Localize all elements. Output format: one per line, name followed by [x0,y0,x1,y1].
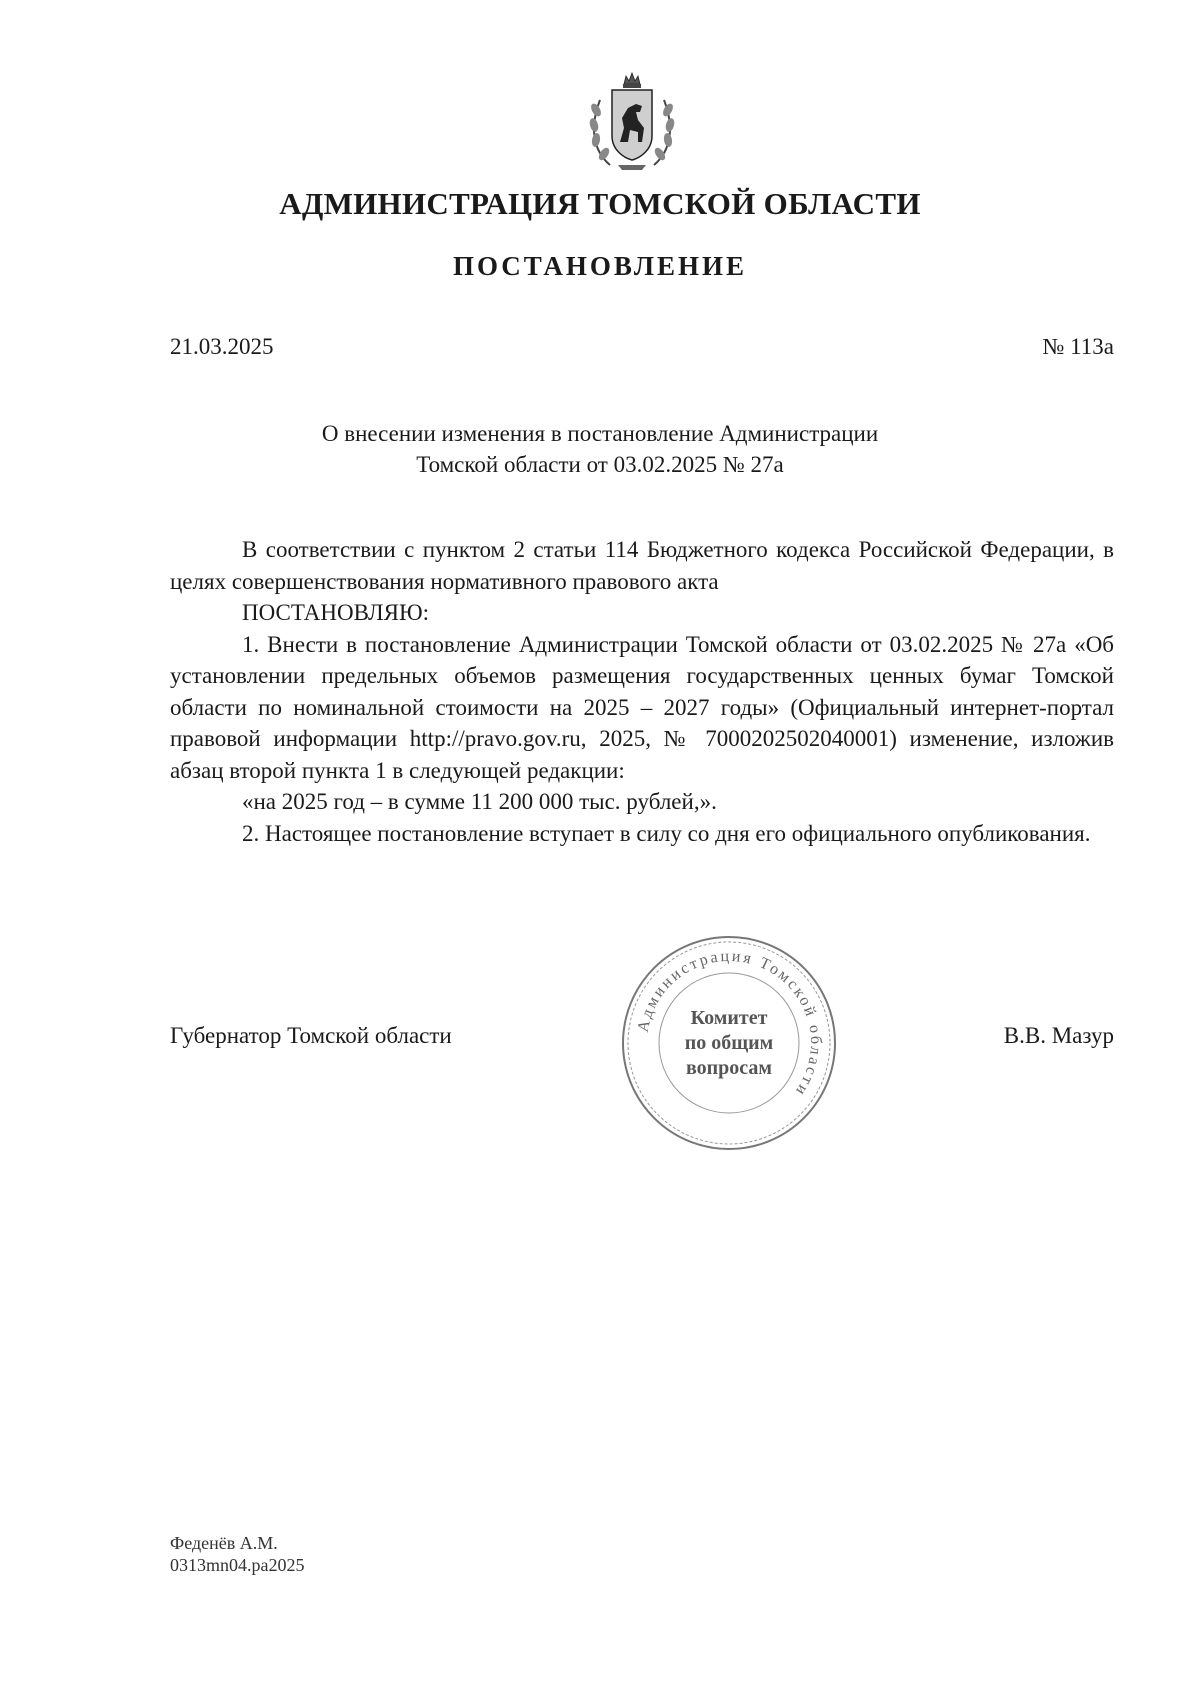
stamp-ring-text: Администрация Томской области [634,947,825,1101]
official-stamp [618,932,840,1154]
stamp-center-line-3: вопросам [685,1057,773,1079]
item-1-paragraph: 1. Внести в постановление Администрации Томской области от 03.02.2025 № 27а «Об установлении предельных объемов размещения государственных ценных бумаг Томской области по номинальной стоимости на 2025 – 2027 годы» (Официальный интернет-портал правовой информации http://pravo.gov.ru, 2025, № 7000202502040001) изменение, изложив абзац второй пункта 1 в следующей редакции: [170,631,1114,783]
document-type: ПОСТАНОВЛЕНИЕ [452,251,748,281]
document-body [170,534,1114,849]
resolve-heading: ПОСТАНОВЛЯЮ: [242,600,430,625]
quoted-amendment: «на 2025 год – в сумме 11 200 000 тыс. рублей,». [242,789,717,814]
document-number: № 113а [1042,334,1114,359]
subject-line-1: О внесении изменения в постановление Администрации [321,421,879,446]
preamble-paragraph: В соответствии с пунктом 2 статьи 114 Бюджетного кодекса Российской Федерации, в целях совершенствования нормативного правового акта [170,537,1114,594]
executor-name: Феденёв А.М. [170,1533,278,1553]
subject-line-2: Томской области от 03.02.2025 № 27а [416,452,784,477]
document-date: 21.03.2025 [170,334,274,359]
document-subject [0,418,1200,480]
file-code: 0313mn04.pa2025 [170,1555,305,1575]
coat-of-arms-icon [582,70,682,175]
stamp-center-line-1: Комитет [690,1007,768,1029]
organization-title: АДМИНИСТРАЦИЯ ТОМСКОЙ ОБЛАСТИ [279,186,921,221]
document-footer [170,1532,305,1576]
item-2-paragraph: 2. Настоящее постановление вступает в силу со дня его официального опубликования. [242,820,1091,846]
signer-position: Губернатор Томской области [170,1023,452,1048]
signer-name: В.В. Мазур [1003,1023,1114,1048]
stamp-center-line-2: по общим [684,1032,774,1054]
